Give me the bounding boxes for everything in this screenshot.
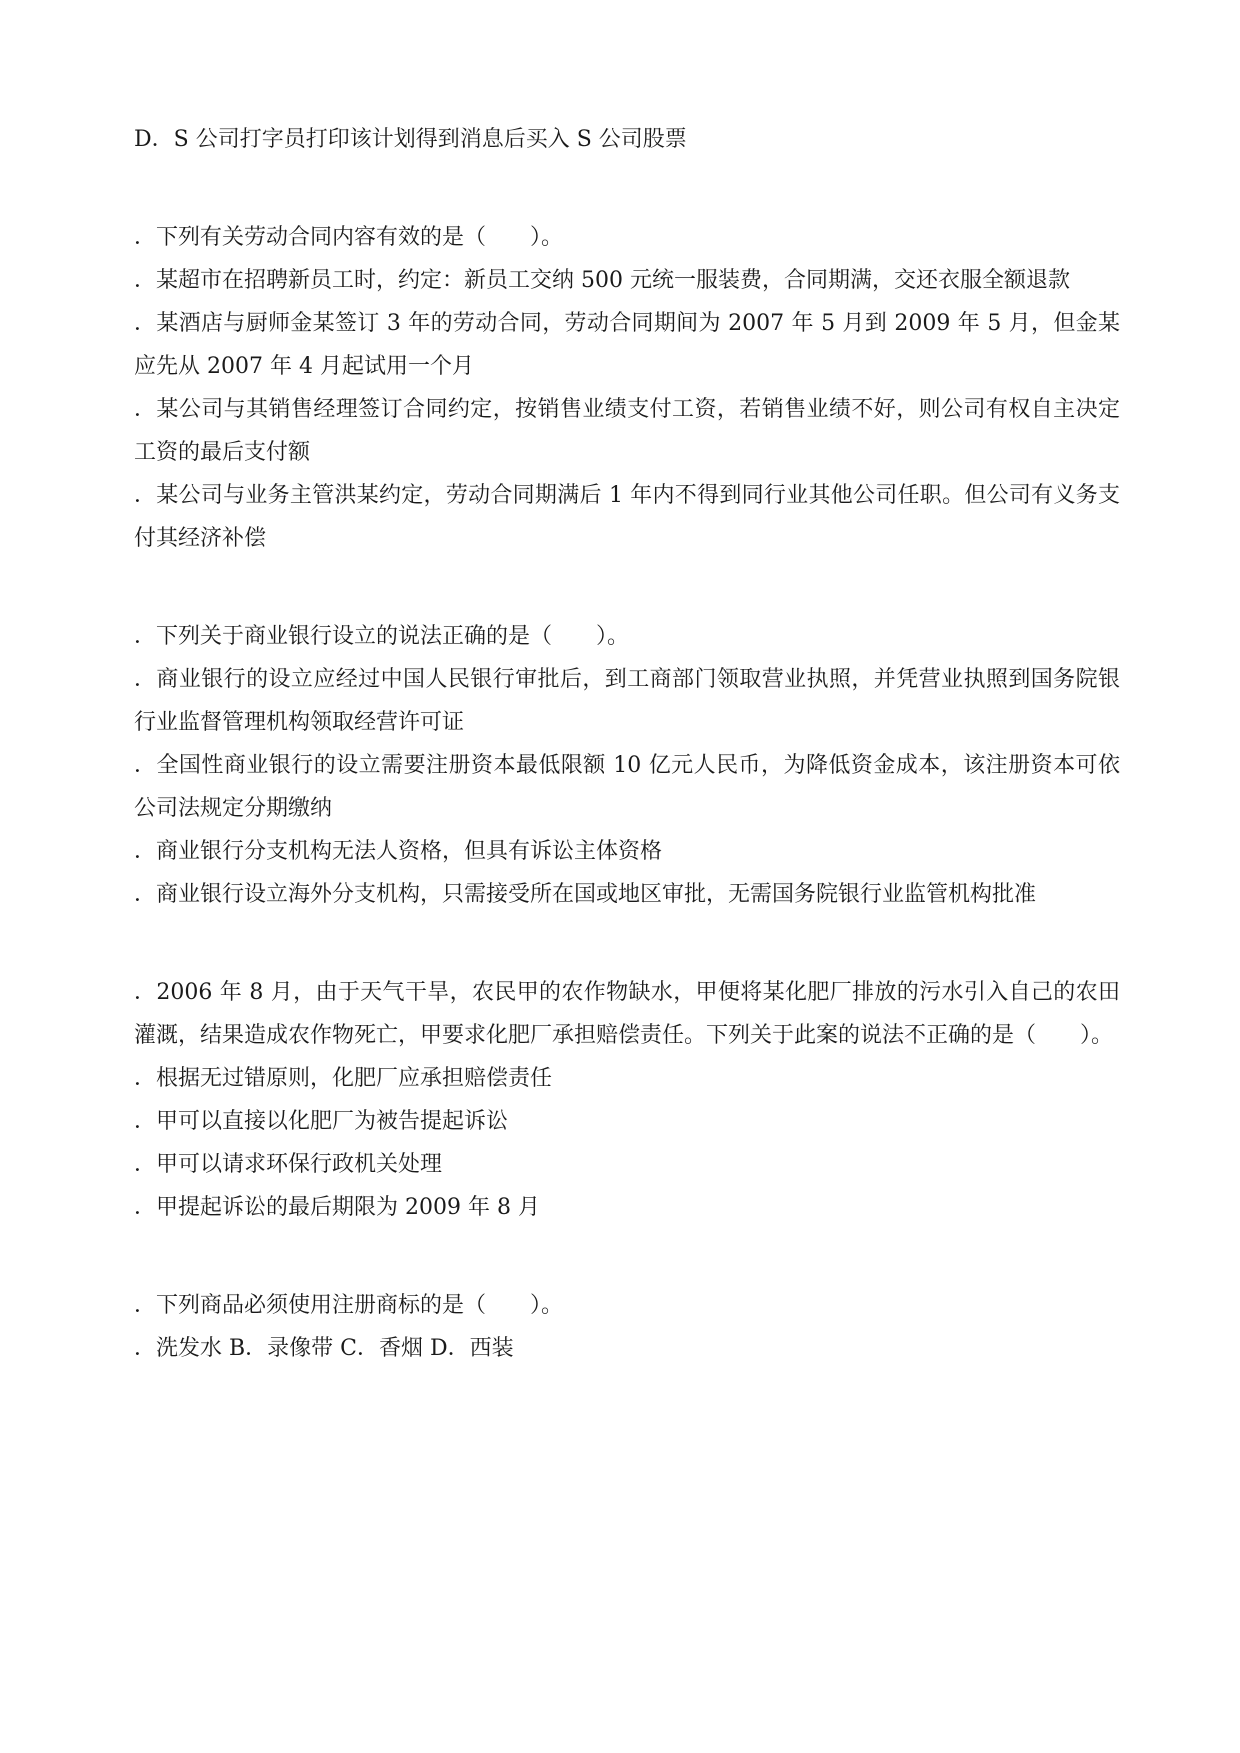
option-d-line: D．S 公司打字员打印该计划得到消息后买入 S 公司股票: [134, 127, 687, 152]
option-text: ．某公司与其销售经理签订合同约定，按销售业绩支付工资，若销售业绩不好，则公司有权自主决定工资的最后支付额: [134, 397, 1120, 465]
option-text: ．甲可以直接以化肥厂为被告提起诉讼: [134, 1109, 509, 1134]
question-fertilizer-case: ．2006 年 8 月，由于天气干旱，农民甲的农作物缺水，甲便将某化肥厂排放的污水引入自己的农田灌溉，结果造成农作物死亡，甲要求化肥厂承担赔偿责任。下列关于此案的说法不正确的是（ ）。: [134, 980, 1120, 1048]
option-text: ．商业银行分支机构无法人资格，但具有诉讼主体资格: [134, 839, 663, 864]
spacer: [134, 1229, 1120, 1284]
option-text: ．商业银行的设立应经过中国人民银行审批后，到工商部门领取营业执照，并凭营业执照到国务院银行业监督管理机构领取经营许可证: [134, 667, 1120, 735]
option-text: ．全国性商业银行的设立需要注册资本最低限额 10 亿元人民币，为降低资金成本，该注册资本可依公司法规定分期缴纳: [134, 753, 1120, 821]
spacer: [134, 916, 1120, 971]
option-text: ．甲可以请求环保行政机关处理: [134, 1152, 443, 1177]
option-text: ．某酒店与厨师金某签订 3 年的劳动合同，劳动合同期间为 2007 年 5 月到 2009 年 5 月，但金某应先从 2007 年 4 月起试用一个月: [134, 311, 1120, 379]
spacer: [134, 161, 1120, 216]
question-trademark: ．下列商品必须使用注册商标的是（ ）。: [134, 1293, 564, 1318]
option-text: ．商业银行设立海外分支机构，只需接受所在国或地区审批，无需国务院银行业监管机构批准: [134, 882, 1037, 907]
option-text: ．甲提起诉讼的最后期限为 2009 年 8 月: [134, 1195, 540, 1220]
document-body: [134, 118, 1120, 1370]
question-commercial-bank: ．下列关于商业银行设立的说法正确的是（ ）。: [134, 624, 630, 649]
spacer: [134, 560, 1120, 615]
option-text: ．某公司与业务主管洪某约定，劳动合同期满后 1 年内不得到同行业其他公司任职。但公司有义务支付其经济补偿: [134, 483, 1120, 551]
option-text: ．某超市在招聘新员工时，约定：新员工交纳 500 元统一服装费，合同期满，交还衣服全额退款: [134, 268, 1070, 293]
options-inline: ．洗发水 B．录像带 C．香烟 D．西装: [134, 1336, 514, 1361]
option-text: ．根据无过错原则，化肥厂应承担赔偿责任: [134, 1066, 553, 1091]
question-labor-contract: ．下列有关劳动合同内容有效的是（ ）。: [134, 225, 564, 250]
